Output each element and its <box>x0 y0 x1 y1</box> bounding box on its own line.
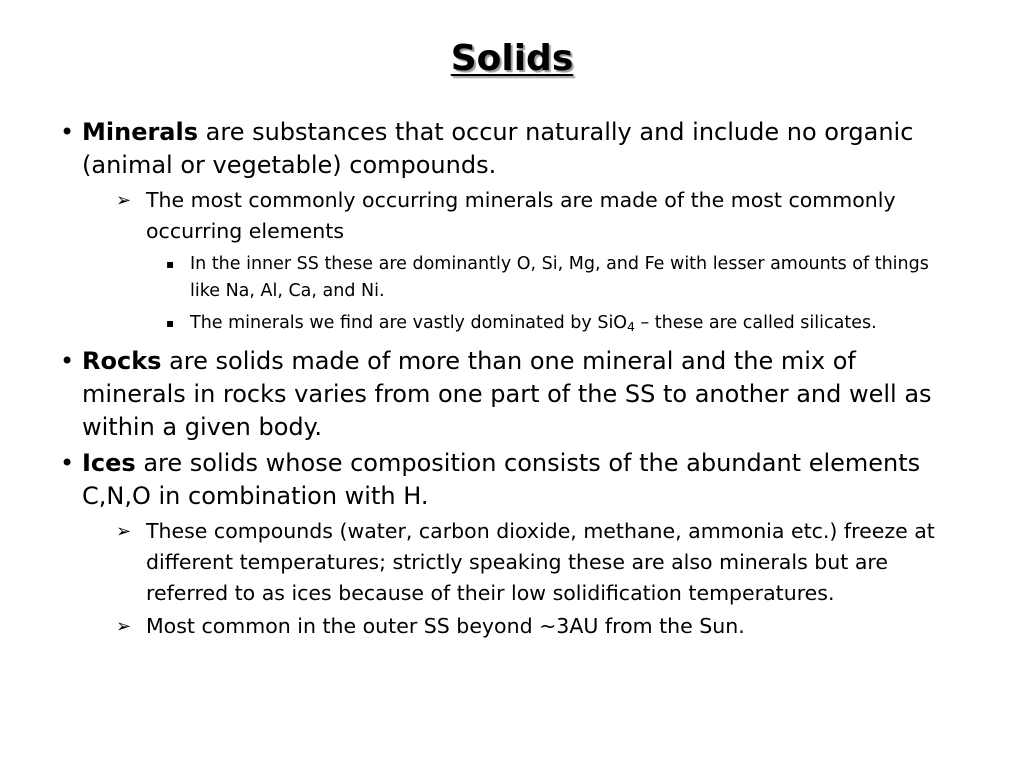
sub-sub-bullet-silicates <box>60 310 960 337</box>
arrow-bullet-icon: ➢ <box>116 521 132 542</box>
ices-keyword: Ices <box>82 449 136 477</box>
minerals-keyword: Minerals <box>82 118 199 146</box>
silicates-text-pre: The minerals we find are vastly dominated by SiO <box>190 313 628 333</box>
round-bullet-icon: • <box>60 347 75 375</box>
slide-title: Solids <box>450 38 574 79</box>
arrow-bullet-icon: ➢ <box>116 616 132 637</box>
sub-sub-bullet-inner-ss <box>60 251 960 305</box>
square-bullet-icon: ▪ <box>166 316 175 330</box>
bullet-rocks <box>60 345 960 444</box>
outer-ss-text: Most common in the outer SS beyond ~3AU from the Sun. <box>146 614 745 638</box>
bullet-ices <box>60 447 960 513</box>
minerals-text: are substances that occur naturally and include no organic (animal or vegetable) compounds. <box>82 118 914 179</box>
round-bullet-icon: • <box>60 118 75 146</box>
round-bullet-icon: • <box>60 449 75 477</box>
common-minerals-text: The most commonly occurring minerals are made of the most commonly occurring elements <box>146 188 896 243</box>
compounds-text: These compounds (water, carbon dioxide, methane, ammonia etc.) freeze at different temperatures; strictly speaking these are also minerals but are referred to as ices because of their low solidification temperatures. <box>146 519 935 605</box>
sub-bullet-common-minerals <box>60 185 960 247</box>
sub-bullet-outer-ss <box>60 611 960 642</box>
rocks-text: are solids made of more than one mineral and the mix of minerals in rocks varies from one part of the SS to another and well as within a given body. <box>82 347 932 441</box>
sub-bullet-compounds <box>60 516 960 609</box>
square-bullet-icon: ▪ <box>166 257 175 271</box>
bullet-minerals <box>60 116 960 182</box>
ices-text: are solids whose composition consists of the abundant elements C,N,O in combination with H. <box>82 449 921 510</box>
slide-content <box>60 116 960 646</box>
arrow-bullet-icon: ➢ <box>116 190 132 211</box>
silicates-text-post: – these are called silicates. <box>634 313 877 333</box>
inner-ss-text: In the inner SS these are dominantly O, Si, Mg, and Fe with lesser amounts of things like Na, Al, Ca, and Ni. <box>190 254 929 301</box>
rocks-keyword: Rocks <box>82 347 162 375</box>
silicates-subscript: 4 <box>627 320 635 335</box>
